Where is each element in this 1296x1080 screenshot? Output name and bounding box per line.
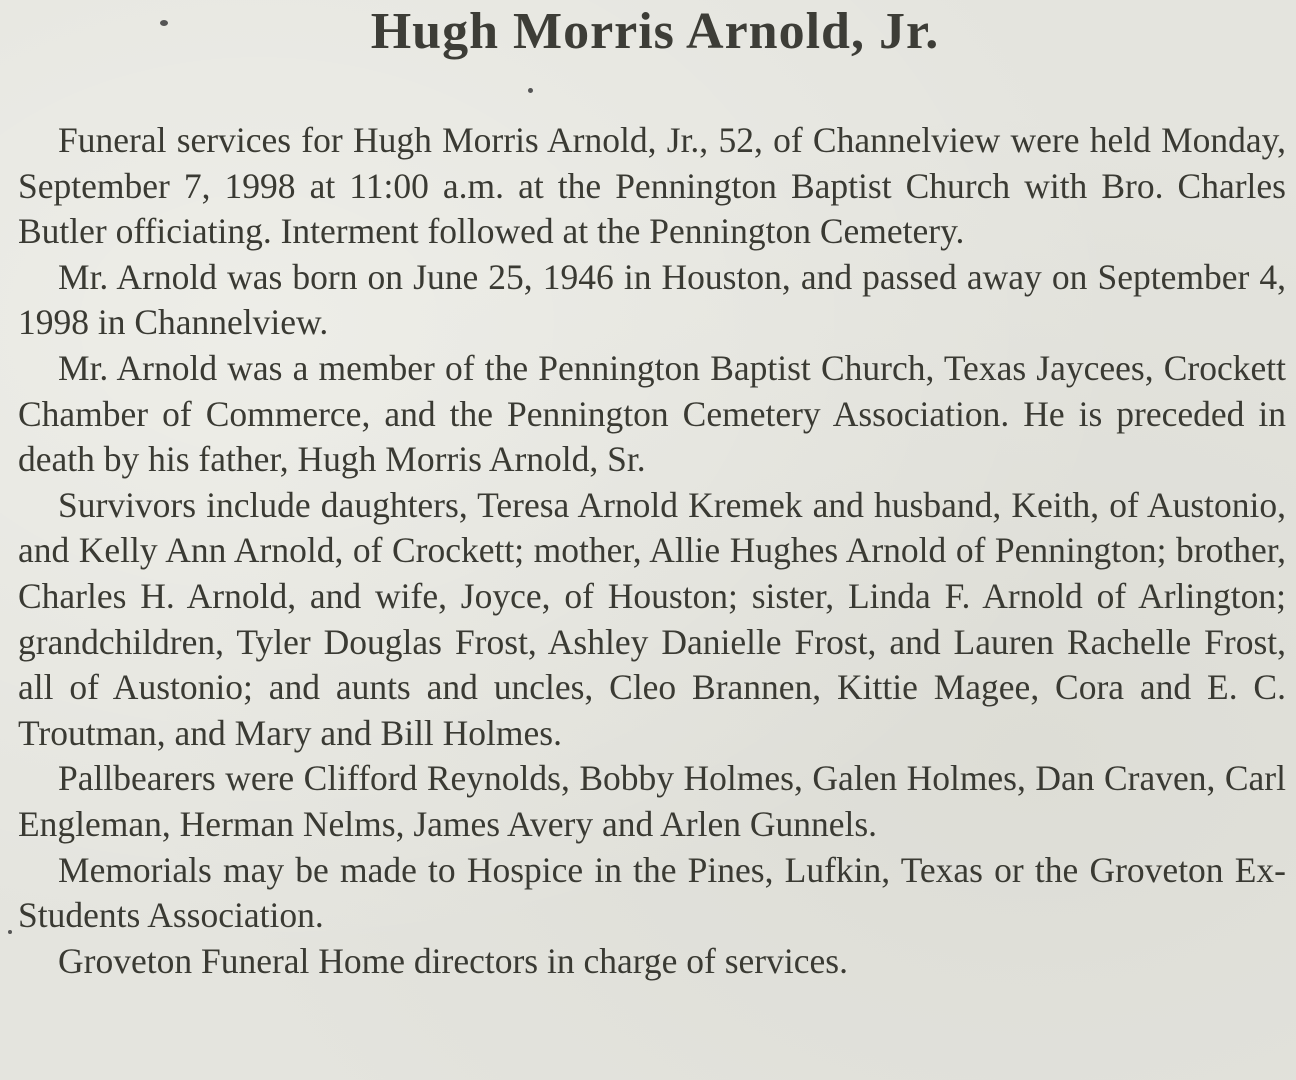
paragraph-memorials: Memorials may be made to Hospice in the Pines, Lufkin, Texas or the Groveton Ex-Students Association. <box>18 849 1286 936</box>
ink-speck <box>528 88 533 93</box>
paragraph-funeral-home: Groveton Funeral Home directors in charge of services. <box>58 940 848 981</box>
paragraph-birth-death: Mr. Arnold was born on June 25, 1946 in Houston, and passed away on September 4, 1998 in Channelview. <box>18 256 1286 343</box>
paragraph-memberships: Mr. Arnold was a member of the Pennington Baptist Church, Texas Jaycees, Crockett Chamber of Commerce, and the Pennington Cemetery Association. He is preceded in death by his father, Hugh Morris Arnold, Sr. <box>18 347 1286 480</box>
paragraph-pallbearers: Pallbearers were Clifford Reynolds, Bobby Holmes, Galen Holmes, Dan Craven, Carl Engleman, Herman Nelms, James Avery and Arlen Gunnels. <box>18 758 1286 844</box>
obituary-body <box>18 118 1286 984</box>
paragraph-funeral-services: Funeral services for Hugh Morris Arnold, Jr., 52, of Channelview were held Monday, September 7, 1998 at 11:00 a.m. at the Pennington Baptist Church with Bro. Charles Butler officiating. Interment followed at the Pennington Cemetery. <box>18 120 1286 252</box>
ink-speck <box>8 930 12 934</box>
obituary-headline: Hugh Morris Arnold, Jr. <box>370 3 940 60</box>
paragraph-survivors: Survivors include daughters, Teresa Arnold Kremek and husband, Keith, of Austonio, and Kelly Ann Arnold, of Crockett; mother, Allie Hughes Arnold of Pennington; brother, Charles H. Arnold, and wife, Joyce, of Houston; sister, Linda F. Arnold of Arlington; grandchildren, Tyler Douglas Frost, Ashley Danielle Frost, and Lauren Rachelle Frost, all of Austonio; and aunts and uncles, Cleo Brannen, Kittie Magee, Cora and E. C. Troutman, and Mary and Bill Holmes. <box>18 484 1286 753</box>
